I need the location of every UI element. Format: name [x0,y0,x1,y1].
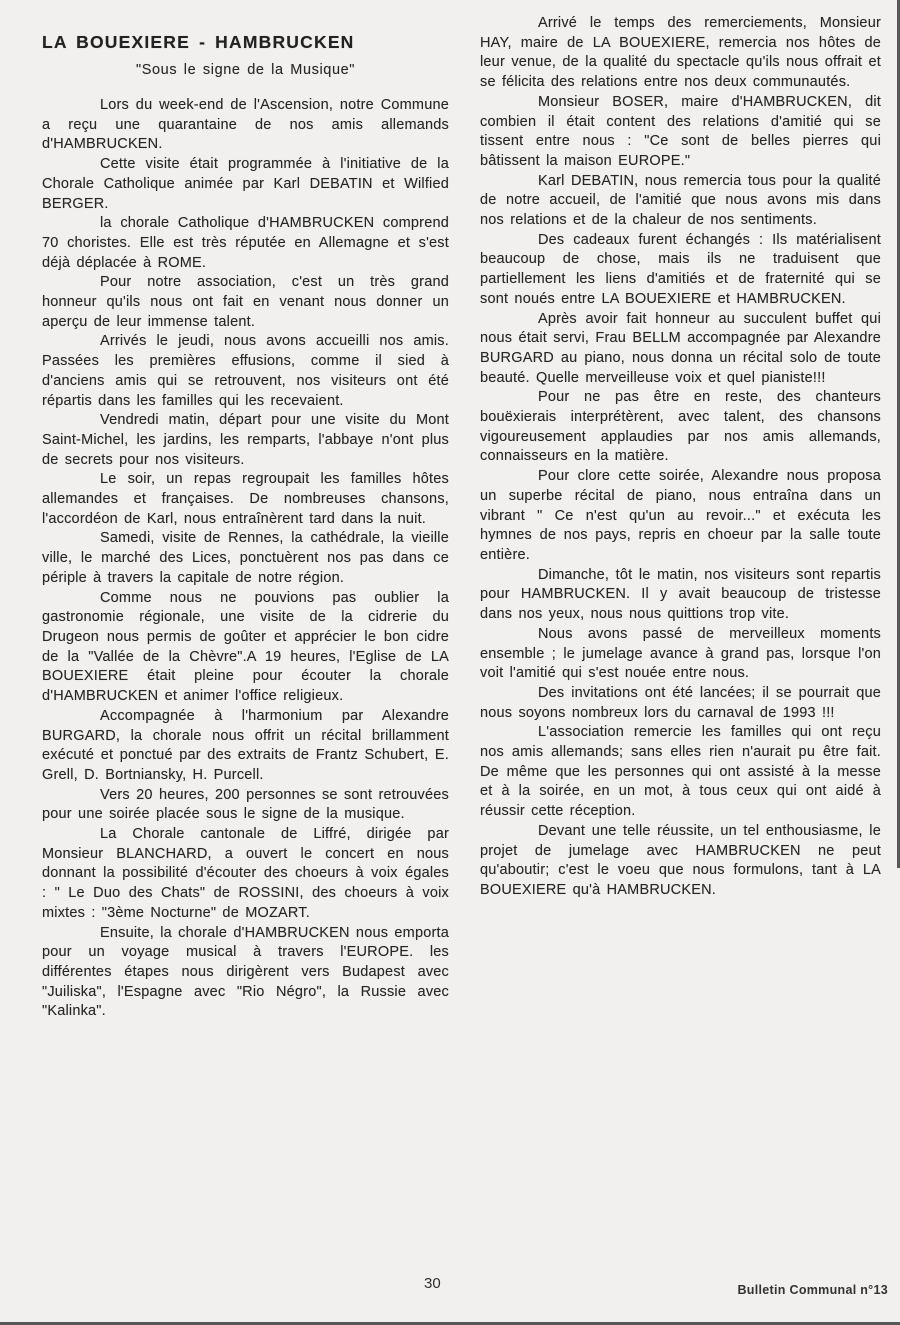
paragraph: Dimanche, tôt le matin, nos visiteurs sont repartis pour HAMBRUCKEN. Il y avait beaucoup de tristesse dans nos yeux, nous nous quittions trop vite. [480,566,881,623]
footer-page-number: 30 [424,1275,441,1292]
paragraph: Vers 20 heures, 200 personnes se sont retrouvées pour une soirée placée sous le signe de la musique. [42,786,449,823]
paragraph: Des cadeaux furent échangés : Ils matérialisent beaucoup de chose, mais ils ne traduisent que partiellement les liens d'amitiés et de fraternité qui se sont noués entre LA BOUEXIERE et HAMBRUCKEN. [480,231,881,307]
paragraph: L'association remercie les familles qui ont reçu nos amis allemands; sans elles rien n'aurait pu être fait. De même que les personnes qui ont assisté à la messe et à la soirée, en un mot, à tous ceux qui ont aidé à réussir cette réception. [480,724,881,820]
paragraph: Ensuite, la chorale d'HAMBRUCKEN nous emporta pour un voyage musical à travers l'EUROPE. les différentes étapes nous dirigèrent vers Budapest avec "Juiliska", l'Espagne avec "Rio Négro", la Russie avec "Kalinka". [42,924,449,1020]
right-text-column [480,14,881,901]
paragraph: Nous avons passé de merveilleux moments ensemble ; le jumelage avance à grand pas, lorsque l'on voit l'amitié qui s'est nouée entre nous. [480,625,881,682]
paragraph: Vendredi matin, départ pour une visite du Mont Saint-Michel, les jardins, les remparts, l'abbaye n'ont plus de secrets pour nos visiteurs. [42,412,449,468]
paragraph: Pour clore cette soirée, Alexandre nous proposa un superbe récital de piano, nous entraîna dans un vibrant " Ce n'est qu'un au revoir..." et exécuta les hymnes de nos pays, repris en choeur par la salle toute entière. [480,468,881,563]
article-subtitle: "Sous le signe de la Musique" [135,62,356,78]
paragraph: Après avoir fait honneur au succulent buffet qui nous était servi, Frau BELLM accompagnée par Alexandre BURGARD au piano, nous donna un récital solo de toute beauté. Quelle merveilleuse voix et quel pianiste!!! [480,310,881,386]
paragraph: Monsieur BOSER, maire d'HAMBRUCKEN, dit combien il était content des relations d'amitié qui se tissent entre nous : "Ce sont de belles pierres qui bâtissent la maison EUROPE." [480,93,881,169]
paragraph: Accompagnée à l'harmonium par Alexandre BURGARD, la chorale nous offrit un récital brillamment exécuté et ponctué par des extraits de Frantz Schubert, E. Grell, D. Bortniansky, H. Purcell. [42,707,449,783]
page-title: LA BOUEXIERE - HAMBRUCKEN [42,31,355,52]
paragraph: la chorale Catholique d'HAMBRUCKEN comprend 70 choristes. Elle est très réputée en Allemagne et s'est déjà déplacée à ROME. [42,215,449,271]
paragraph: Des invitations ont été lancées; il se pourrait que nous soyons nombreux lors du carnaval de 1993 !!! [480,684,881,721]
paragraph: Cette visite était programmée à l'initiative de la Chorale Catholique animée par Karl DEBATIN et Wilfied BERGER. [42,156,449,212]
paragraph: Devant une telle réussite, un tel enthousiasme, le projet de jumelage avec HAMBRUCKEN ne peut qu'aboutir; c'est le voeu que nous formulons, tant à LA BOUEXIERE qu'à HAMBRUCKEN. [480,822,881,898]
paragraph: Arrivés le jeudi, nous avons accueilli nos amis. Passées les premières effusions, comme il sied à d'anciens amis qui se retrouvent, nos visiteurs ont été répartis dans les familles qui les recevaient. [42,333,449,409]
left-text-column [42,96,449,1022]
paragraph: Karl DEBATIN, nous remercia tous pour la qualité de notre accueil, de l'amitié que nous avons mis dans nos relations et de la chaleur de nos sentiments. [480,172,881,229]
paragraph: Comme nous ne pouvions pas oublier la gastronomie régionale, une visite de la cidrerie du Drugeon nous permis de goûter et apprécier le bon cidre de la "Vallée de la Chèvre".A 19 heures, l'Eglise de LA BOUEXIERE était pleine pour écouter la chorale d'HAMBRUCKEN et animer l'office religieux. [42,589,449,705]
paragraph: La Chorale cantonale de Liffré, dirigée par Monsieur BLANCHARD, a ouvert le concert en nous donnant la possibilité d'écouter des choeurs à voix égales : " Le Duo des Chats" de ROSSINI, des choeurs à voix mixtes : "3ème Nocturne" de MOZART. [42,826,449,921]
footer-bulletin-label: Bulletin Communal n°13 [737,1283,888,1297]
paragraph: Lors du week-end de l'Ascension, notre Commune a reçu une quarantaine de nos amis allemands d'HAMBRUCKEN. [42,97,449,153]
paragraph: Arrivé le temps des remerciements, Monsieur HAY, maire de LA BOUEXIERE, remercia nos hôtes de leur venue, de la qualité du spectacle qu'ils nous offrait et se félicita des relations entre nos deux communautés. [480,15,881,91]
paragraph: Le soir, un repas regroupait les familles hôtes allemandes et françaises. De nombreuses chansons, l'accordéon de Karl, nous entraînèrent tard dans la nuit. [42,471,449,527]
paragraph: Pour notre association, c'est un très grand honneur qu'ils nous ont fait en venant nous donner un aperçu de leur immense talent. [42,274,449,330]
paragraph: Pour ne pas être en reste, des chanteurs bouëxierais interprétèrent, avec talent, des chansons vigoureusement applaudies par nos amis allemands, connaisseurs en la matière. [480,389,881,465]
paragraph: Samedi, visite de Rennes, la cathédrale, la vieille ville, le marché des Lices, ponctuèrent nos pas dans ce périple à travers la capitale de notre région. [42,530,449,586]
